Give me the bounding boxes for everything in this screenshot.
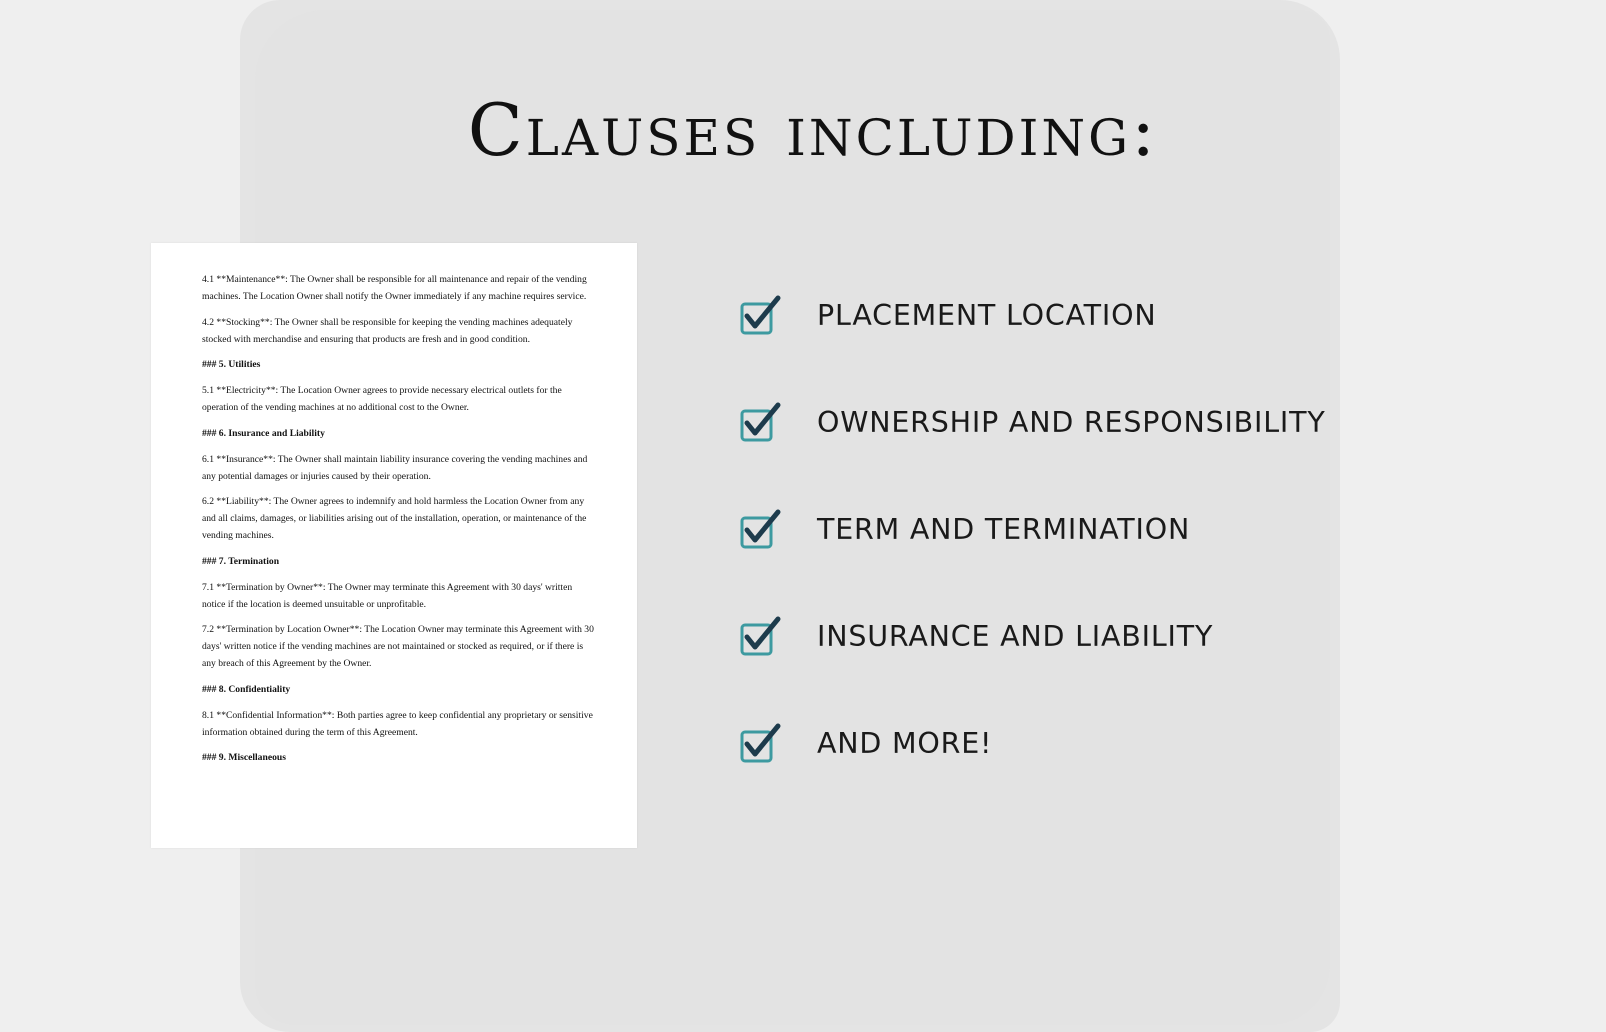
checklist-item-term: [740, 499, 1580, 606]
checklist-label: PLACEMENT LOCATION: [817, 299, 1157, 332]
checklist-item-ownership: [740, 392, 1580, 499]
page-title: Clauses including:: [467, 88, 1159, 172]
checklist-item-more: [740, 713, 1580, 820]
checklist-label: AND MORE!: [817, 727, 993, 760]
section-heading-termination: ### 7. Termination: [202, 555, 280, 567]
clause-7-2: 7.2 **Termination by Location Owner**: The Location Owner may terminate this Agreement with 30 days' written notice if the vending machines are not maintained or stocked as required, or if there is any breach of this Agreement by the Owner.: [202, 624, 594, 669]
clause-4-2: 4.2 **Stocking**: The Owner shall be responsible for keeping the vending machines adequately stocked with merchandise and ensuring that products are fresh and in good condition.: [202, 316, 573, 345]
checklist-item-placement: [740, 285, 1580, 392]
clause-5-1: 5.1 **Electricity**: The Location Owner agrees to provide necessary electrical outlets for the operation of the vending machines at no additional cost to the Owner.: [202, 385, 562, 413]
clause-8-1: 8.1 **Confidential Information**: Both parties agree to keep confidential any proprietary or sensitive information obtained during the term of this Agreement.: [202, 709, 593, 738]
checklist-label: OWNERSHIP AND RESPONSIBILITY: [817, 406, 1326, 439]
checkbox-checked-icon: [740, 509, 782, 551]
checkbox-checked-icon: [740, 295, 782, 337]
clause-6-1: 6.1 **Insurance**: The Owner shall maintain liability insurance covering the vending machines and any potential damages or injuries caused by their operation.: [202, 453, 588, 482]
checkbox-checked-icon: [740, 616, 782, 658]
clause-6-2: 6.2 **Liability**: The Owner agrees to indemnify and hold harmless the Location Owner from any and all claims, damages, or liabilities arising out of the installation, operation, or maintenance of the vending machines.: [202, 496, 587, 541]
clause-7-1: 7.1 **Termination by Owner**: The Owner may terminate this Agreement with 30 days' written notice if the location is deemed unsuitable or unprofitable.: [202, 581, 573, 610]
document-preview: [151, 243, 637, 848]
clause-4-1: 4.1 **Maintenance**: The Owner shall be responsible for all maintenance and repair of the vending machines. The Location Owner shall notify the Owner immediately if any machine requires service.: [202, 274, 587, 302]
section-heading-confidentiality: ### 8. Confidentiality: [202, 683, 291, 695]
checklist-label: INSURANCE AND LIABILITY: [817, 620, 1214, 653]
section-heading-insurance: ### 6. Insurance and Liability: [202, 427, 325, 439]
checklist-item-insurance: [740, 606, 1580, 713]
clause-checklist: [740, 285, 1580, 820]
section-heading-miscellaneous: ### 9. Miscellaneous: [202, 752, 286, 763]
checkbox-checked-icon: [740, 723, 782, 765]
section-heading-utilities: ### 5. Utilities: [202, 359, 261, 370]
checkbox-checked-icon: [740, 402, 782, 444]
checklist-label: TERM AND TERMINATION: [817, 513, 1191, 546]
